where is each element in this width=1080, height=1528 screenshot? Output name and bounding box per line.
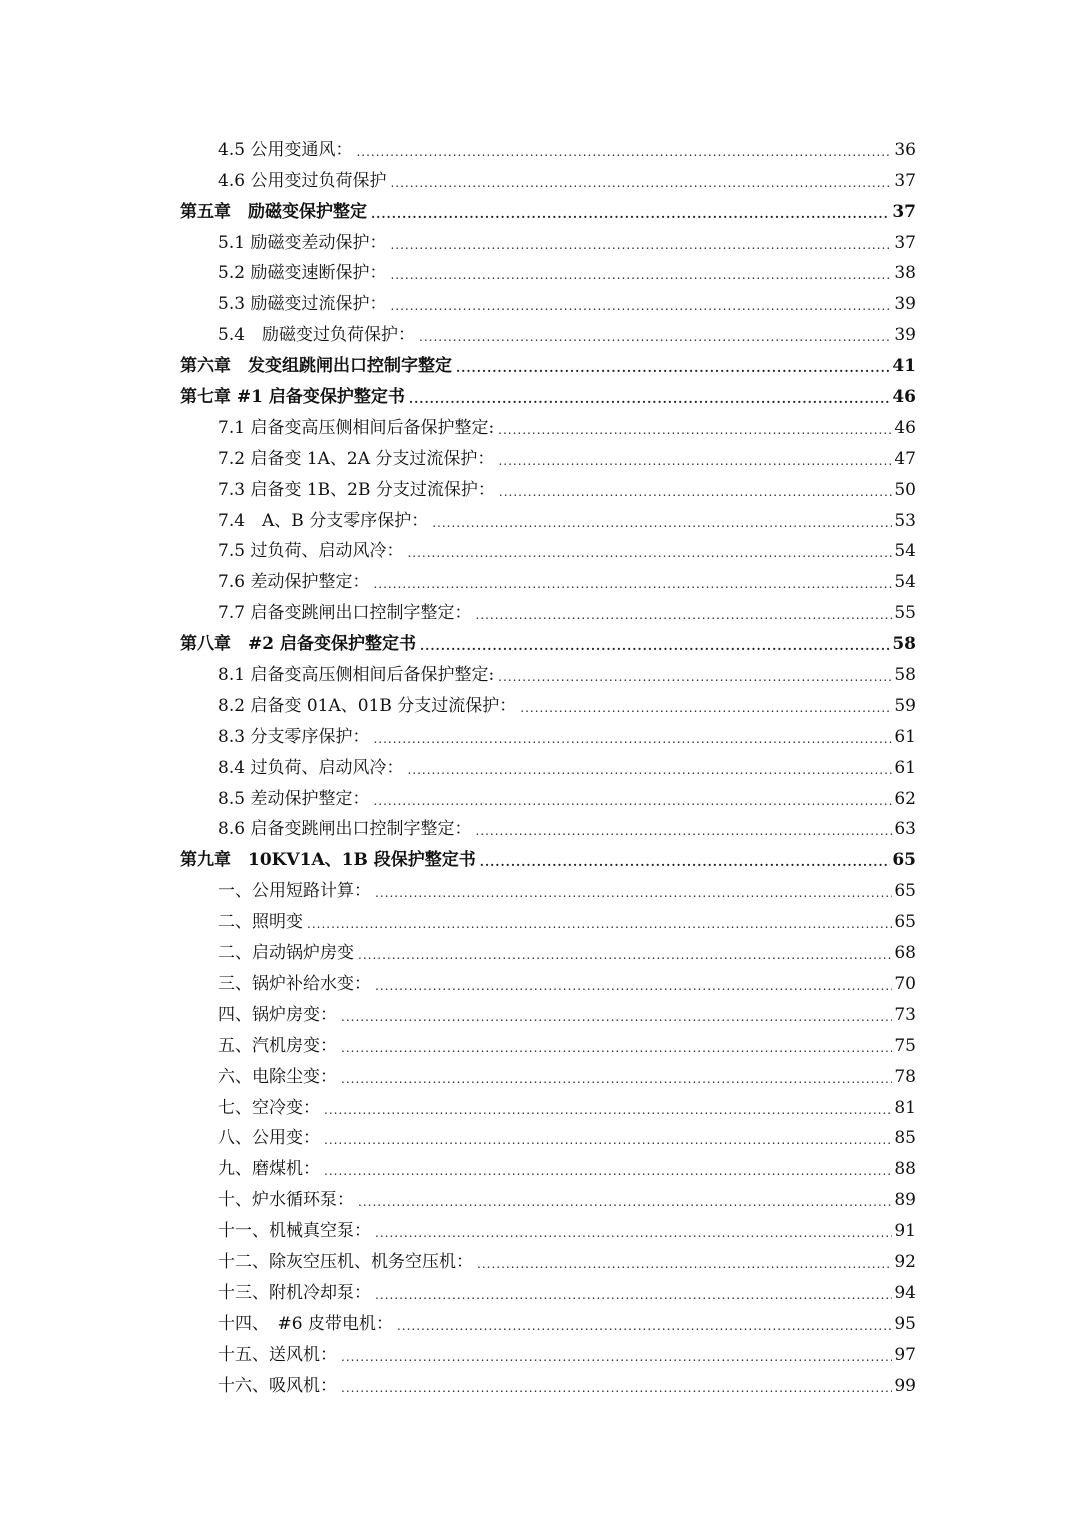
toc-entry-title: 四、锅炉房变： [218,1004,337,1025]
toc-page-number: 39 [894,294,916,315]
toc-dot-leader [419,328,892,346]
toc-entry-title: 7.7 启备变跳闸出口控制字整定： [218,603,472,624]
toc-page-number: 41 [892,356,916,377]
toc-entry-title: 十、炉水循环泵： [218,1190,354,1211]
toc-section-entry[interactable] [180,779,916,810]
toc-entry-title: 7.4 A、B 分支零序保护： [218,510,429,531]
toc-section-entry[interactable] [180,933,916,964]
toc-dot-leader [475,606,892,624]
toc-section-entry[interactable] [180,593,916,624]
toc-chapter-entry[interactable] [180,840,916,871]
toc-page-number: 39 [894,325,916,346]
toc-section-entry[interactable] [180,254,916,285]
toc-section-entry[interactable] [180,439,916,470]
toc-entry-title: 5.2 励磁变速断保护： [218,263,387,284]
toc-dot-leader [375,1286,892,1304]
toc-dot-leader [477,1255,892,1273]
toc-entry-title: 二、照明变 [218,912,303,933]
toc-page-number: 59 [894,695,916,716]
toc-entry-title: 4.6 公用变过负荷保护 [218,170,387,191]
toc-section-entry[interactable] [180,1149,916,1180]
toc-entry-title: 八、公用变： [218,1128,320,1149]
toc-section-entry[interactable] [180,315,916,346]
toc-page-number: 65 [894,881,916,902]
toc-chapter-entry[interactable] [180,192,916,223]
toc-page-number: 88 [894,1159,916,1180]
toc-section-entry[interactable] [180,1335,916,1366]
toc-dot-leader [375,1224,892,1242]
toc-dot-leader [498,421,892,439]
toc-section-entry[interactable] [180,1273,916,1304]
toc-entry-title: 7.1 启备变高压侧相间后备保护整定: [218,417,495,438]
toc-dot-leader [341,1379,892,1397]
toc-page-number: 55 [894,603,916,624]
toc-entry-title: 十四、 #6 皮带电机： [218,1313,393,1334]
toc-dot-leader [480,853,891,871]
toc-page-number: 58 [892,634,916,655]
toc-page-number: 91 [894,1221,916,1242]
toc-section-entry[interactable] [180,532,916,563]
toc-dot-leader [432,514,892,532]
toc-page-number: 95 [894,1313,916,1334]
toc-dot-leader [397,1317,892,1335]
toc-entry-title: 8.1 启备变高压侧相间后备保护整定: [218,665,495,686]
toc-dot-leader [498,452,892,470]
toc-dot-leader [373,792,892,810]
toc-section-entry[interactable] [180,995,916,1026]
toc-dot-leader [341,1008,892,1026]
toc-chapter-entry[interactable] [180,377,916,408]
toc-page-number: 89 [894,1190,916,1211]
toc-dot-leader [390,297,892,315]
toc-section-entry[interactable] [180,902,916,933]
toc-entry-title: 8.5 差动保护整定： [218,788,370,809]
toc-page-number: 75 [894,1035,916,1056]
toc-dot-leader [375,977,892,995]
toc-section-entry[interactable] [180,1366,916,1397]
toc-page-number: 92 [894,1251,916,1272]
toc-page-number: 54 [894,572,916,593]
toc-dot-leader [341,1348,892,1366]
toc-dot-leader [356,143,892,161]
toc-page-number: 50 [894,479,916,500]
toc-page-number: 54 [894,541,916,562]
toc-entry-title: 十六、吸风机： [218,1375,337,1396]
toc-page-number: 36 [894,139,916,160]
toc-page-number: 47 [894,448,916,469]
toc-dot-leader [456,359,890,377]
toc-page-number: 97 [894,1344,916,1365]
toc-page-number: 37 [894,232,916,253]
toc-entry-title: 8.3 分支零序保护： [218,726,370,747]
toc-entry-title: 七、空冷变： [218,1097,320,1118]
toc-entry-title: 5.3 励磁变过流保护： [218,294,387,315]
toc-page-number: 61 [894,726,916,747]
toc-entry-title: 三、锅炉补给水变： [218,973,371,994]
table-of-contents [180,130,916,1397]
toc-page-number: 58 [894,665,916,686]
toc-dot-leader [407,761,892,779]
toc-dot-leader [324,1131,892,1149]
toc-dot-leader [475,822,892,840]
toc-section-entry[interactable] [180,1211,916,1242]
toc-section-entry[interactable] [180,717,916,748]
toc-dot-leader [499,483,892,501]
toc-dot-leader [341,1070,892,1088]
toc-entry-title: 五、汽机房变： [218,1035,337,1056]
toc-dot-leader [375,884,892,902]
toc-dot-leader [371,205,890,223]
toc-dot-leader [341,1039,892,1057]
toc-section-entry[interactable] [180,655,916,686]
toc-section-entry[interactable] [180,223,916,254]
toc-dot-leader [520,699,892,717]
toc-page-number: 46 [894,417,916,438]
toc-entry-title: 九、磨煤机： [218,1159,320,1180]
toc-page-number: 81 [894,1097,916,1118]
toc-dot-leader [324,1162,892,1180]
toc-section-entry[interactable] [180,1119,916,1150]
toc-entry-title: 8.4 过负荷、启动风冷： [218,757,404,778]
toc-page-number: 38 [894,263,916,284]
toc-dot-leader [324,1101,892,1119]
toc-section-entry[interactable] [180,1088,916,1119]
toc-entry-title: 第八章 #2 启备变保护整定书 [180,634,416,655]
toc-entry-title: 8.6 启备变跳闸出口控制字整定： [218,819,472,840]
toc-page-number: 63 [894,819,916,840]
toc-page-number: 53 [894,510,916,531]
toc-chapter-entry[interactable] [180,624,916,655]
toc-page-number: 37 [892,201,916,222]
toc-entry-title: 第五章 励磁变保护整定 [180,201,367,222]
toc-entry-title: 7.3 启备变 1B、2B 分支过流保护： [218,479,495,500]
toc-page-number: 94 [894,1282,916,1303]
toc-dot-leader [373,575,892,593]
toc-dot-leader [409,390,890,408]
toc-dot-leader [390,236,892,254]
toc-entry-title: 4.5 公用变通风： [218,139,353,160]
toc-section-entry[interactable] [180,1304,916,1335]
toc-section-entry[interactable] [180,964,916,995]
toc-section-entry[interactable] [180,470,916,501]
toc-dot-leader [390,266,892,284]
toc-section-entry[interactable] [180,686,916,717]
toc-page-number: 85 [894,1128,916,1149]
toc-page-number: 37 [894,170,916,191]
toc-entry-title: 十三、附机冷却泵： [218,1282,371,1303]
toc-entry-title: 二、启动锅炉房变 [218,943,354,964]
toc-page-number: 65 [894,912,916,933]
toc-entry-title: 5.4 励磁变过负荷保护： [218,325,416,346]
toc-page-number: 99 [894,1375,916,1396]
toc-page-number: 61 [894,757,916,778]
toc-entry-title: 十五、送风机： [218,1344,337,1365]
toc-section-entry[interactable] [180,1026,916,1057]
toc-section-entry[interactable] [180,562,916,593]
toc-section-entry[interactable] [180,748,916,779]
toc-section-entry[interactable] [180,408,916,439]
toc-section-entry[interactable] [180,1057,916,1088]
toc-chapter-entry[interactable] [180,346,916,377]
toc-section-entry[interactable] [180,1242,916,1273]
toc-entry-title: 7.6 差动保护整定： [218,572,370,593]
toc-section-entry[interactable] [180,501,916,532]
toc-entry-title: 六、电除尘变： [218,1066,337,1087]
toc-dot-leader [307,915,892,933]
toc-dot-leader [390,174,892,192]
toc-entry-title: 7.2 启备变 1A、2A 分支过流保护： [218,448,495,469]
toc-section-entry[interactable] [180,161,916,192]
toc-section-entry[interactable] [180,1180,916,1211]
toc-page-number: 70 [894,973,916,994]
toc-page-number: 46 [892,387,916,408]
toc-entry-title: 8.2 启备变 01A、01B 分支过流保护： [218,695,517,716]
toc-entry-title: 十二、除灰空压机、机务空压机： [218,1251,473,1272]
toc-dot-leader [420,637,890,655]
toc-entry-title: 5.1 励磁变差动保护： [218,232,387,253]
toc-section-entry[interactable] [180,871,916,902]
toc-dot-leader [358,946,892,964]
toc-entry-title: 第九章 10KV1A、1B 段保护整定书 [180,850,476,871]
toc-dot-leader [407,544,892,562]
toc-section-entry[interactable] [180,810,916,841]
toc-dot-leader [373,730,892,748]
toc-entry-title: 第七章 #1 启备变保护整定书 [180,387,405,408]
toc-page-number: 73 [894,1004,916,1025]
toc-page-number: 65 [892,850,916,871]
toc-dot-leader [358,1193,892,1211]
toc-page-number: 68 [894,943,916,964]
toc-dot-leader [498,668,892,686]
toc-section-entry[interactable] [180,130,916,161]
toc-section-entry[interactable] [180,284,916,315]
toc-entry-title: 十一、机械真空泵： [218,1221,371,1242]
toc-page-number: 78 [894,1066,916,1087]
toc-entry-title: 一、公用短路计算： [218,881,371,902]
toc-page-number: 62 [894,788,916,809]
toc-entry-title: 第六章 发变组跳闸出口控制字整定 [180,356,452,377]
toc-entry-title: 7.5 过负荷、启动风冷： [218,541,404,562]
